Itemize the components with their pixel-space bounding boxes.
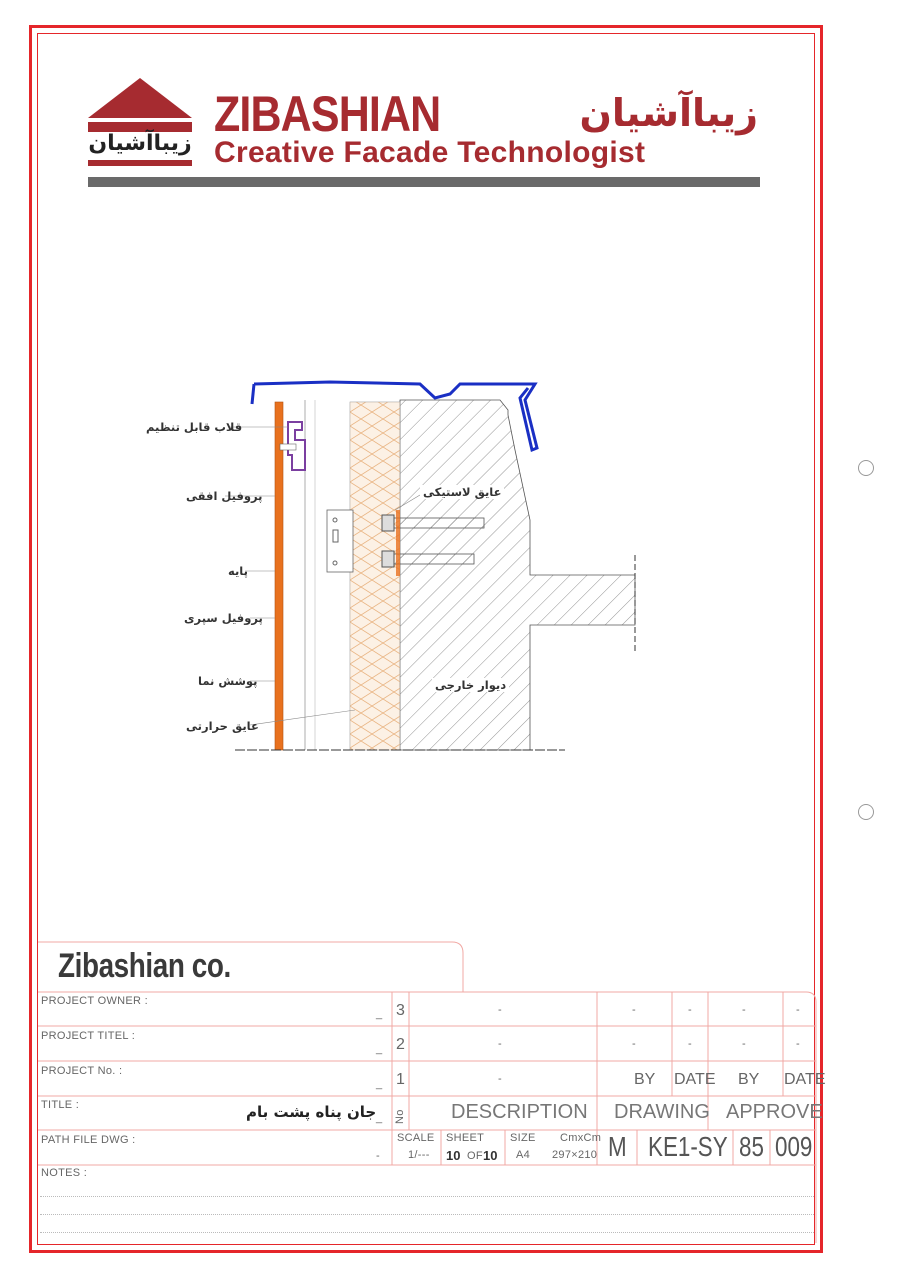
company-name: Zibashian co. bbox=[58, 947, 231, 985]
rev-desc-2: - bbox=[498, 1038, 502, 1050]
code-main: KE1-SY bbox=[648, 1131, 728, 1162]
label-path-file: PATH FILE DWG : bbox=[41, 1134, 136, 1146]
rev-date2-3: - bbox=[796, 1004, 800, 1016]
notes-line-3 bbox=[40, 1232, 814, 1233]
dim-value: 297×210 bbox=[552, 1149, 598, 1161]
code-009: 009 bbox=[775, 1131, 813, 1162]
scale-label: SCALE bbox=[397, 1132, 435, 1144]
rev-no-1: 1 bbox=[396, 1071, 405, 1088]
brand-tagline: Creative Facade Technologist bbox=[214, 136, 646, 169]
code-m: M bbox=[608, 1131, 627, 1162]
rev-date2-1: DATE bbox=[784, 1071, 826, 1088]
label-t-profile: پروفیل سپری bbox=[184, 611, 263, 625]
label-thermal-insulation: عایق حرارتی bbox=[186, 719, 259, 733]
value-project-title: _ bbox=[376, 1043, 383, 1055]
value-project-owner: _ bbox=[376, 1008, 383, 1020]
sheet-total: 10 bbox=[483, 1148, 498, 1163]
scale-value: 1/--- bbox=[408, 1149, 430, 1161]
label-title: TITLE : bbox=[41, 1099, 80, 1111]
notes-line-2 bbox=[40, 1214, 814, 1215]
logo-text: زیباآشیان bbox=[88, 131, 192, 156]
brand-name-en: ZIBASHIAN bbox=[214, 86, 441, 142]
label-exterior-wall: دیوار خارجی bbox=[432, 678, 509, 692]
size-label: SIZE bbox=[510, 1132, 536, 1144]
rev-by-2: - bbox=[632, 1038, 636, 1050]
rev-by2-2: - bbox=[742, 1038, 746, 1050]
brand-name-fa: زیباآشیان bbox=[579, 91, 758, 135]
rev-by-1: BY bbox=[634, 1071, 656, 1088]
sheet-label: SHEET bbox=[446, 1132, 485, 1144]
value-project-no: _ bbox=[376, 1078, 383, 1090]
title-value: جان پناه پشت بام bbox=[246, 1103, 377, 1121]
rev-desc-1: - bbox=[498, 1073, 502, 1085]
notes-label: NOTES : bbox=[41, 1167, 88, 1179]
sheet-of: OF bbox=[467, 1150, 483, 1162]
rev-desc-3: - bbox=[498, 1004, 502, 1016]
dim-label: CmxCm bbox=[560, 1132, 602, 1144]
code-85: 85 bbox=[739, 1131, 764, 1162]
label-rubber-insulation: عایق لاستیکی bbox=[420, 485, 504, 499]
rev-no-3: 3 bbox=[396, 1002, 405, 1019]
sheet-number: 10 bbox=[446, 1148, 461, 1163]
label-project-owner: PROJECT OWNER : bbox=[41, 995, 148, 1007]
notes-line-1 bbox=[40, 1196, 814, 1197]
rev-date2-2: - bbox=[796, 1038, 800, 1050]
label-adjustable-hook: قلاب قابل تنظیم bbox=[146, 420, 243, 434]
rev-date-2: - bbox=[688, 1038, 692, 1050]
label-bracket: پایه bbox=[228, 564, 248, 578]
label-cladding: پوشش نما bbox=[198, 674, 258, 688]
rev-by2-3: - bbox=[742, 1004, 746, 1016]
rev-no-2: 2 bbox=[396, 1036, 405, 1053]
rev-date-3: - bbox=[688, 1004, 692, 1016]
label-horizontal-profile: پروفیل افقی bbox=[186, 489, 263, 503]
header-approve: APPROVE bbox=[726, 1101, 823, 1123]
header-description: DESCRIPTION bbox=[451, 1101, 588, 1123]
label-project-no: PROJECT No. : bbox=[41, 1065, 123, 1077]
header-drawing: DRAWING bbox=[614, 1101, 710, 1123]
header-no: No bbox=[394, 1109, 406, 1124]
rev-by2-1: BY bbox=[738, 1071, 760, 1088]
value-title-dash: _ bbox=[376, 1112, 383, 1124]
size-value: A4 bbox=[516, 1149, 531, 1161]
label-project-title: PROJECT TITEL : bbox=[41, 1030, 136, 1042]
rev-date-1: DATE bbox=[674, 1071, 716, 1088]
value-path-file: - bbox=[376, 1150, 380, 1162]
rev-by-3: - bbox=[632, 1004, 636, 1016]
